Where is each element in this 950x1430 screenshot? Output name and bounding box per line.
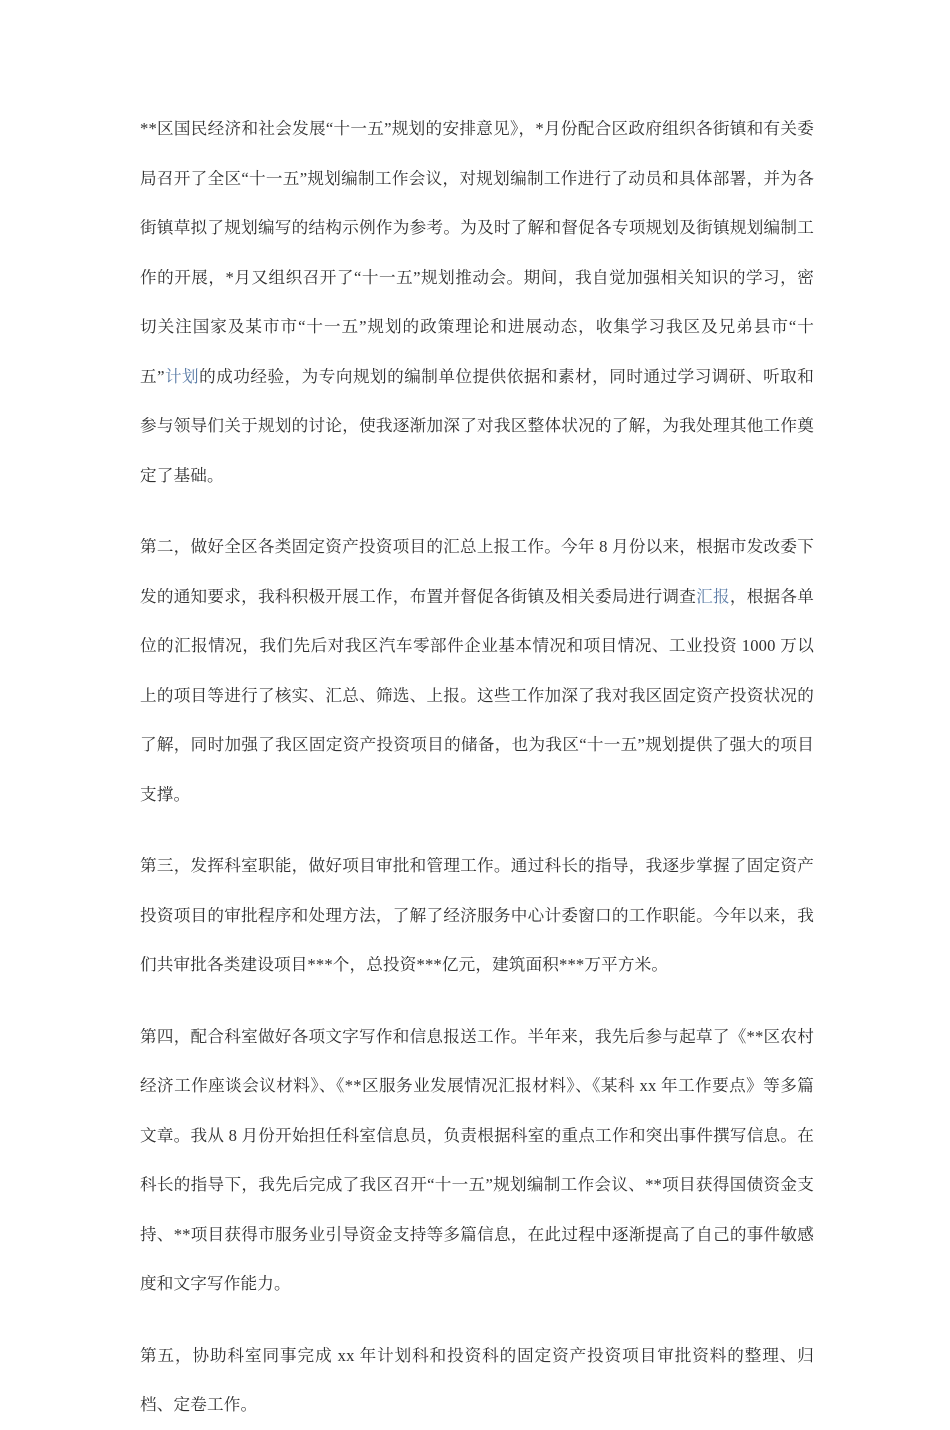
paragraph-text: 第五，协助科室同事完成 xx 年计划科和投资科的固定资产投资项目审批资料的整理、归档、定卷工作。 — [140, 1345, 814, 1414]
paragraph-text: 第四，配合科室做好各项文字写作和信息报送工作。半年来，我先后参与起草了《**区农村经济工作座谈会议材料》、《**区服务业发展情况汇报材料》、《某科 xx 年工作要点》等多篇文章。我从 8 月份开始担任科室信息员，负责根据科室的重点工作和突出事件撰写信息。在科长的指导下，我先后完成了我区召开“十一五”规划编制工作会议、**项目获得国债资金支持、**项目获得市服务业引导资金支持等多篇信息，在此过程中逐渐提高了自己的事件敏感度和文字写作能力。 — [140, 1026, 814, 1293]
document-body — [140, 104, 814, 1430]
inline-link[interactable]: 汇报 — [696, 586, 730, 606]
paragraph-text: 第三，发挥科室职能，做好项目审批和管理工作。通过科长的指导，我逐步掌握了固定资产投资项目的审批程序和处理方法，了解了经济服务中心计委窗口的工作职能。今年以来，我们共审批各类建设项目***个，总投资***亿元，建筑面积***万平方米。 — [140, 856, 814, 974]
paragraph-text: **区国民经济和社会发展“十一五”规划的安排意见》，*月份配合区政府组织各街镇和有关委局召开了全区“十一五”规划编制工作会议，对规划编制工作进行了动员和具体部署，并为各街镇草拟了规划编写的结构示例作为参考。为及时了解和督促各专项规划及街镇规划编制工作的开展，*月又组织召开了“十一五”规划推动会。期间，我自觉加强相关知识的学习，密切关注国家及某市市“十一五”规划的政策理论和进展动态，收集学习我区及兄弟县市“十五” — [140, 119, 814, 386]
paragraph — [140, 1331, 814, 1430]
paragraph — [140, 522, 814, 819]
paragraph-text: 第二，做好全区各类固定资产投资项目的汇总上报工作。今年 8 月份以来，根据市发改委下发的通知要求，我科积极开展工作，布置并督促各街镇及相关委局进行调查 — [140, 537, 814, 606]
paragraph-text: ，根据各单位的汇报情况，我们先后对我区汽车零部件企业基本情况和项目情况、工业投资 1000 万以上的项目等进行了核实、汇总、筛选、上报。这些工作加深了我对我区固定资产投资状况的了解，同时加强了我区固定资产投资项目的储备，也为我区“十一五”规划提供了强大的项目支撑。 — [140, 586, 814, 804]
paragraph — [140, 104, 814, 500]
paragraph — [140, 841, 814, 990]
paragraph — [140, 1012, 814, 1309]
inline-link[interactable]: 计划 — [164, 366, 200, 386]
paragraph-text: 的成功经验，为专向规划的编制单位提供依据和素材，同时通过学习调研、听取和参与领导们关于规划的讨论，使我逐渐加深了对我区整体状况的了解，为我处理其他工作奠定了基础。 — [140, 366, 814, 485]
